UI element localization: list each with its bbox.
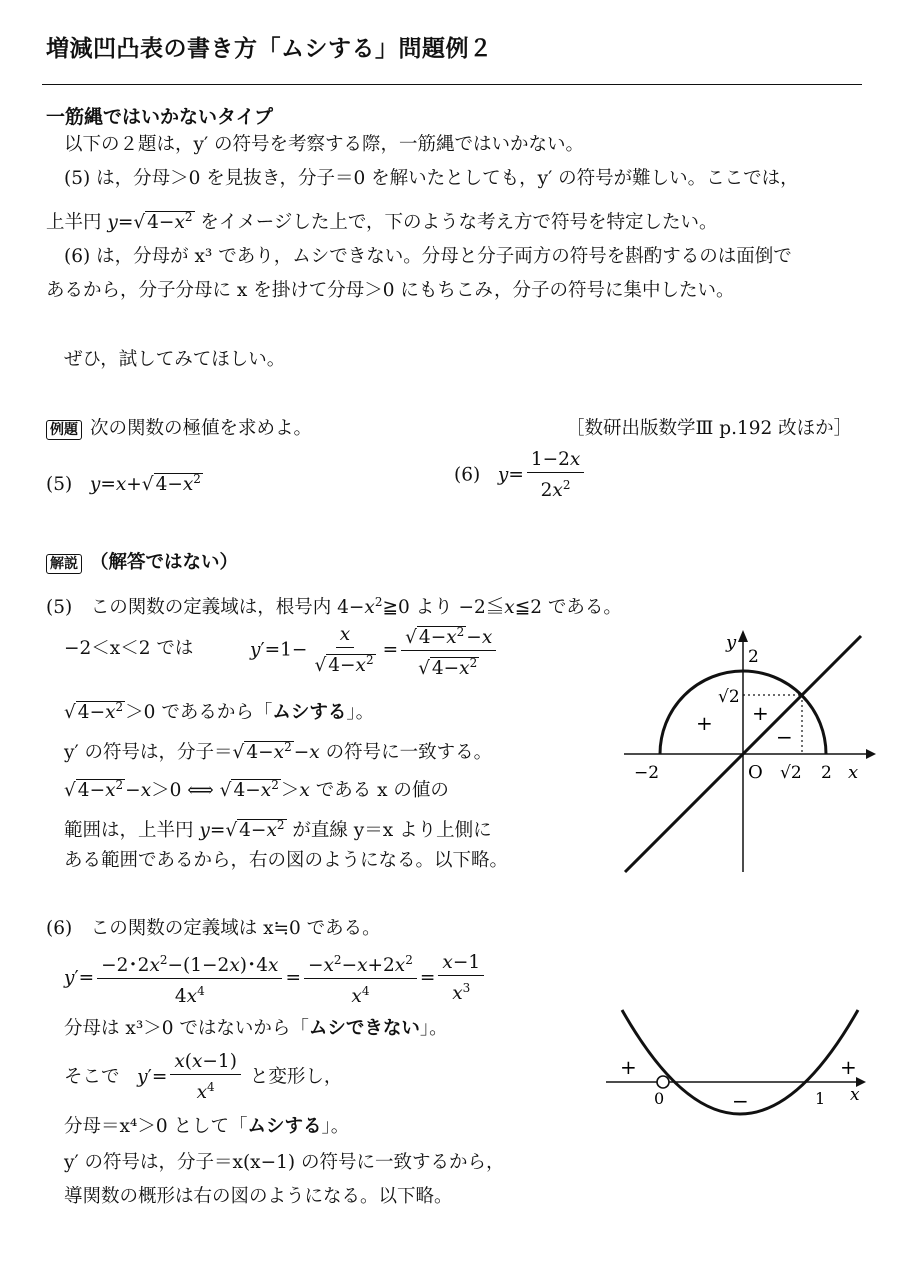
semicircle-text: をイメージした上で，下のような考え方で符号を特定したい。 (200, 212, 718, 234)
semicircle-graph (600, 628, 880, 880)
graph1-x-arrow-icon (866, 749, 876, 759)
section-paragraph-5: あるから，分子分母に x を掛けて分母＞0 にもちこみ，分子の符号に集中したい。 (46, 280, 735, 301)
graph1-x-label: x (848, 762, 859, 783)
graph2-plus-right: + (840, 1055, 857, 1079)
example-line (46, 412, 312, 446)
commentary-label: 解説 (46, 554, 82, 574)
problem-5-label: (5) (46, 474, 73, 496)
section-paragraph-1: 以下の２題は，y′ の符号を考察する際，一筋縄ではいかない。 (64, 134, 585, 155)
example-label: 例題 (46, 420, 82, 440)
graph1-top-label: 2 (748, 647, 759, 667)
section-paragraph-4: (6) は，分母が x³ であり，ムシできない。分母と分子両方の符号を斟酌するのは面倒で (64, 246, 792, 267)
s6-intro: (6) この関数の定義域は x≒0 である。 (46, 918, 381, 939)
commentary-heading: 解説 （解答ではない） (46, 546, 238, 580)
s5-range: −2＜x＜2 では (64, 638, 194, 659)
problem-6-label: (6) (454, 464, 481, 486)
title-divider (42, 84, 862, 85)
graph1-origin-label: O (748, 762, 763, 783)
graph1-sqrt2-y-label: √2 (718, 687, 740, 707)
graph1-sqrt2-x-label: √2 (780, 763, 802, 783)
graph1-neg2-label: −2 (634, 763, 660, 783)
example-source: ［数研出版数学Ⅲ p.192 改ほか］ (566, 418, 853, 439)
s5-positive: √ $4-x^2 >0$ であるから「ムシする」。 (64, 700, 375, 724)
section-paragraph-6: ぜひ，試してみてほしい。 (64, 349, 286, 370)
page-title: 増減凹凸表の書き方「ムシする」問題例２ (46, 36, 493, 62)
example-text: 次の関数の極値を求めよ。 (90, 418, 313, 439)
s5-derivative: y′=1− $\frac{x}{√ 4-x^2}$ = $\frac{√ 4-x^2 -x}{√ 4-x^2}$ (250, 620, 499, 681)
graph2-zero-label: 0 (654, 1089, 665, 1108)
s5-sign: y′ の符号は，分子＝√ $4-x^2 -x$ の符号に一致する。 (64, 740, 493, 764)
section-paragraph-2: (5) は，分母＞0 を見抜き，分子＝0 を解いたとしても，y′ の符号が難しい。ここでは， (64, 168, 799, 189)
graph2-one-label: 1 (815, 1089, 826, 1108)
graph1-pos2-label: 2 (821, 763, 832, 783)
s5-equivalence: √ $4-x^2 -x>0$ ⟺ √ $4-x^2 >x$ である x の値の (64, 778, 449, 802)
s6-conclusion: 導関数の概形は右の図のようになる。以下略。 (64, 1186, 453, 1207)
section-heading: 一筋縄ではいかないタイプ (46, 106, 274, 128)
problem-6: (6) y= $\frac{1-2x}{2x^2}$ (454, 448, 587, 503)
graph2-plus-left: + (620, 1055, 637, 1079)
s5-range-2: 範囲は，上半円 y=√ $4-x^2$ が直線 y＝x より上側に (64, 818, 492, 842)
s5-intro: (5) この関数の定義域は，根号内 $4-x^2≧0$ より −2≦x≦2 である。 (46, 595, 622, 619)
s6-transform: そこで y′= $\frac{x(x-1)}{x^4}$ と変形し， (64, 1051, 343, 1104)
s6-positive: 分母＝x⁴＞0 として「ムシする」。 (64, 1116, 350, 1137)
parabola-graph (600, 1000, 875, 1140)
s5-conclusion: ある範囲であるから，右の図のようになる。以下略。 (64, 850, 509, 871)
section-paragraph-3: 上半円 y=√ $4-x^2$ をイメージした上で，下のような考え方で符号を特定したい。 (46, 210, 718, 234)
s6-sign: y′ の符号は，分子＝x(x−1) の符号に一致するから， (64, 1152, 505, 1173)
semicircle-label: 上半円 (46, 212, 102, 234)
graph1-y-label: y (726, 632, 737, 653)
graph1-plus-mid: + (752, 701, 769, 725)
s6-derivative: y′= $\frac{-2･2x^2-(1-2x)･4x}{4x^4}$ = $\frac{-x^2-x+2x^2}{x^4}$ = $\frac{x-1}{x^3}$ (64, 948, 487, 1009)
graph1-plus-left: + (696, 711, 713, 735)
graph2-open-point (657, 1076, 669, 1088)
graph1-y-arrow-icon (738, 630, 748, 642)
semicircle-formula: y (107, 212, 118, 234)
problem-5: (5) y=x+√ $4-x^2$ (46, 472, 201, 496)
graph1-minus: − (776, 725, 793, 749)
s6-denominator: 分母は x³＞0 ではないから「ムシできない」。 (64, 1018, 448, 1039)
graph2-minus: − (732, 1089, 749, 1113)
graph2-x-label: x (850, 1085, 860, 1105)
